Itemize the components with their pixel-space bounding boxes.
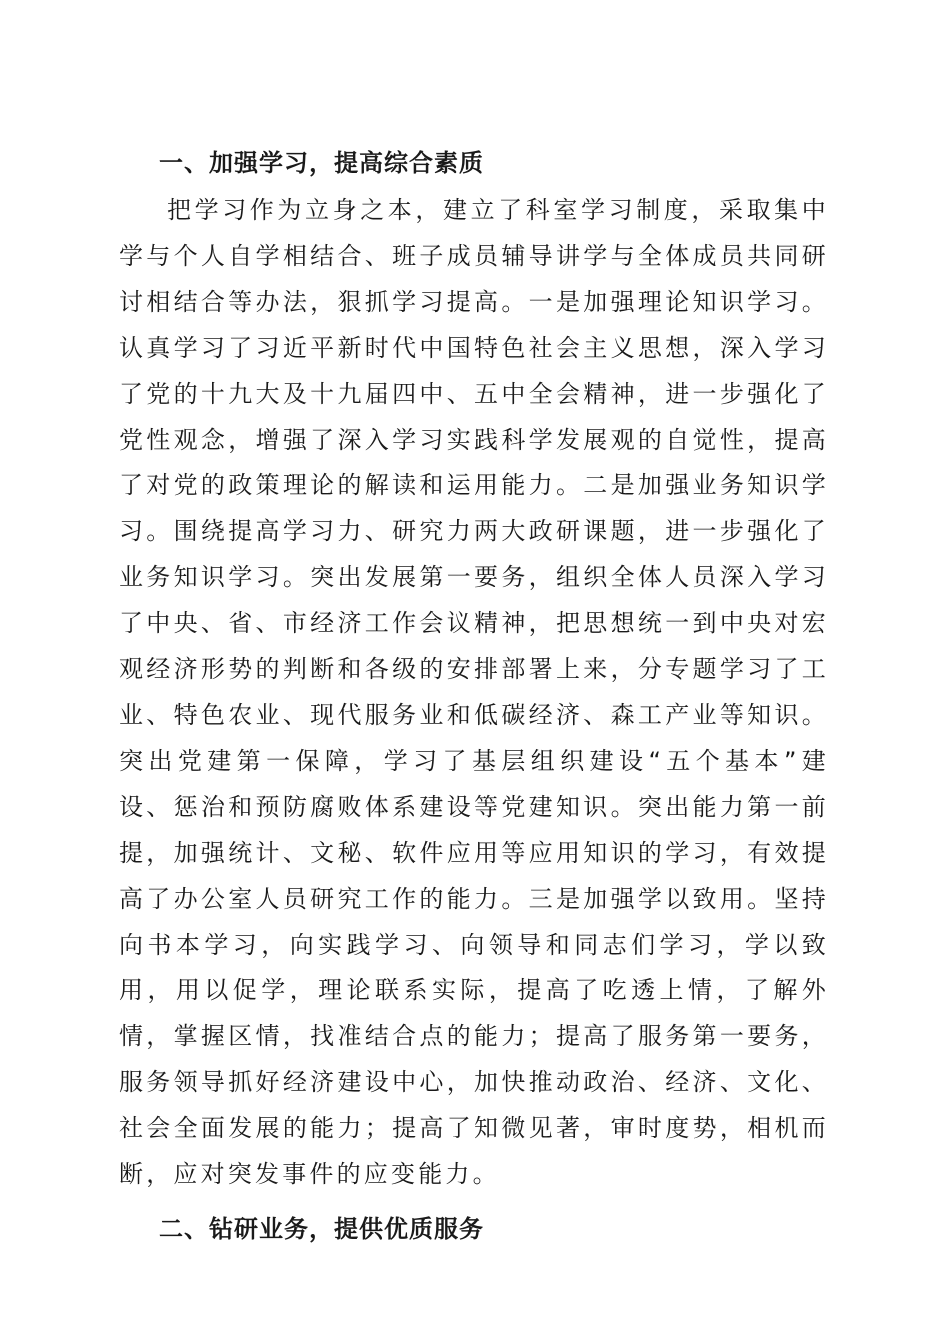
- section-paragraph-1: 把学习作为立身之本，建立了科室学习制度，采取集中学与个人自学相结合、班子成员辅导讲学与全体成员共同研讨相结合等办法，狠抓学习提高。一是加强理论知识学习。认真学习了习近平新时代中国特色社会主义思想，深入学习了党的十九大及十九届四中、五中全会精神，进一步强化了党性观念，增强了深入学习实践科学发展观的自觉性，提高了对党的政策理论的解读和运用能力。二是加强业务知识学习。围绕提高学习力、研究力两大政研课题，进一步强化了业务知识学习。突出发展第一要务，组织全体人员深入学习了中央、省、市经济工作会议精神，把思想统一到中央对宏观经济形势的判断和各级的安排部署上来，分专题学习了工业、特色农业、现代服务业和低碳经济、森工产业等知识。突出党建第一保障，学习了基层组织建设“五个基本”建设、惩治和预防腐败体系建设等党建知识。突出能力第一前提，加强统计、文秘、软件应用等应用知识的学习，有效提高了办公室人员研究工作的能力。三是加强学以致用。坚持向书本学习，向实践学习、向领导和同志们学习，学以致用，用以促学，理论联系实际，提高了吃透上情，了解外情，掌握区情，找准结合点的能力；提高了服务第一要务，服务领导抓好经济建设中心，加快推动政治、经济、文化、社会全面发展的能力；提高了知微见著，审时度势，相机而断，应对突发事件的应变能力。: [119, 196, 829, 1189]
- section-heading-2: 二、钻研业务，提供优质服务: [159, 1214, 484, 1243]
- document-body: [119, 138, 829, 1254]
- section-heading-1: 一、加强学习，提高综合素质: [159, 149, 484, 177]
